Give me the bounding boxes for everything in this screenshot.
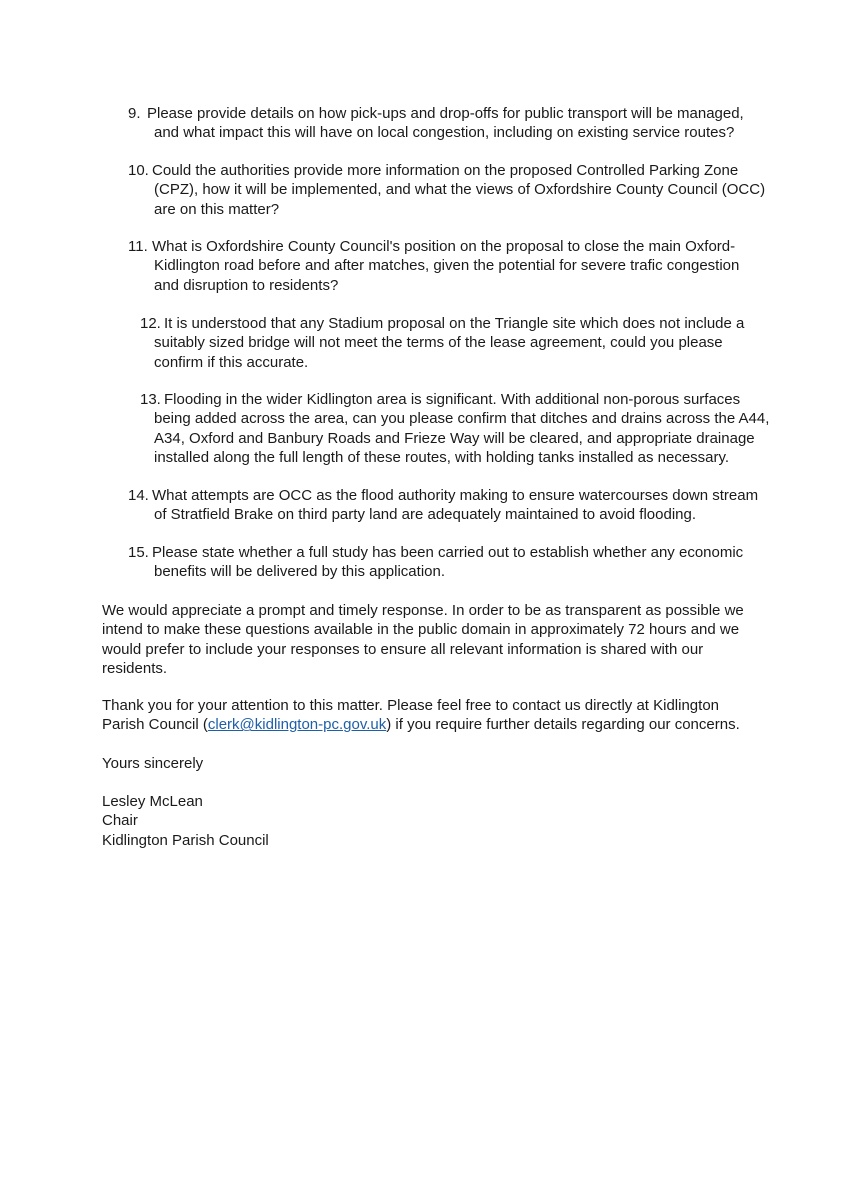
list-item-9 (128, 104, 744, 143)
item-text-line: It is understood that any Stadium proposal on the Triangle site which does not include a (164, 315, 745, 332)
item-text-line: confirm if this accurate. (154, 353, 309, 371)
item-text-line: A34, Oxford and Banbury Roads and Frieze Way will be cleared, and appropriate drainage (154, 429, 755, 447)
paragraph-line: would prefer to include your responses to ensure all relevant information is shared with our (102, 640, 704, 658)
item-text-line: installed along the full length of these routes, with holding tanks installed as necessary. (154, 448, 730, 466)
list-item-11 (128, 237, 740, 295)
email-link[interactable]: clerk@kidlington-pc.gov.uk (207, 716, 387, 734)
item-text-line: What is Oxfordshire County Council's position on the proposal to close the main Oxford- (152, 238, 736, 255)
item-text-line: being added across the area, can you please confirm that ditches and drains across the A44, (154, 410, 770, 428)
signatory-role: Chair (102, 812, 138, 830)
list-item-15 (128, 543, 744, 582)
item-text-line: Please provide details on how pick-ups and drop-offs for public transport will be managed, (147, 105, 744, 122)
thanks-paragraph (102, 696, 752, 735)
paragraph-line: Thank you for your attention to this matter. Please feel free to contact us directly at Kidlington (102, 697, 719, 714)
list-item-13 (140, 390, 770, 467)
item-text-line: are on this matter? (154, 200, 280, 218)
thanks-text-after: ) if you require further details regarding our concerns. (386, 716, 740, 734)
signatory-name: Lesley McLean (102, 793, 203, 810)
item-number: 11. (128, 238, 148, 255)
signatory-organisation: Kidlington Parish Council (102, 831, 269, 849)
item-number: 13. (140, 391, 161, 408)
signature-block (102, 792, 752, 850)
item-text-line: suitably sized bridge will not meet the terms of the lease agreement, could you please (154, 334, 723, 352)
item-text-line: benefits will be delivered by this application. (154, 563, 445, 581)
paragraph-line: residents. (102, 659, 168, 677)
list-item-10 (128, 161, 766, 219)
item-text-line: and disruption to residents? (154, 276, 339, 294)
list-item-14 (128, 486, 759, 525)
paragraph-line (102, 715, 752, 734)
thanks-text-before: Parish Council ( (102, 716, 208, 734)
item-text-line: Flooding in the wider Kidlington area is significant. With additional non-porous surfaces (164, 391, 741, 408)
item-text-line: Please state whether a full study has been carried out to establish whether any economic (152, 544, 744, 561)
item-text-line: and what impact this will have on local congestion, including on existing service routes? (154, 124, 735, 142)
response-paragraph (102, 601, 752, 678)
item-text-line: (CPZ), how it will be implemented, and what the views of Oxfordshire County Council (OCC) (154, 181, 766, 199)
item-text-line: Could the authorities provide more information on the proposed Controlled Parking Zone (152, 162, 739, 179)
sign-off-text: Yours sincerely (102, 755, 204, 772)
paragraph-line: intend to make these questions available in the public domain in approximately 72 hours and we (102, 621, 740, 639)
item-number: 10. (128, 162, 149, 179)
item-text-line: Kidlington road before and after matches, given the potential for severe trafic congestion (154, 257, 740, 275)
paragraph-line: We would appreciate a prompt and timely response. In order to be as transparent as possible we (102, 602, 744, 619)
item-number: 15. (128, 544, 149, 561)
item-text-line: of Stratfield Brake on third party land are adequately maintained to avoid flooding. (154, 506, 697, 524)
item-text-line: What attempts are OCC as the flood authority making to ensure watercourses down stream (152, 487, 759, 504)
sign-off (102, 754, 752, 773)
item-number: 12. (140, 315, 161, 332)
item-number: 14. (128, 487, 149, 504)
list-item-12 (140, 314, 745, 372)
item-number: 9. (128, 105, 141, 122)
